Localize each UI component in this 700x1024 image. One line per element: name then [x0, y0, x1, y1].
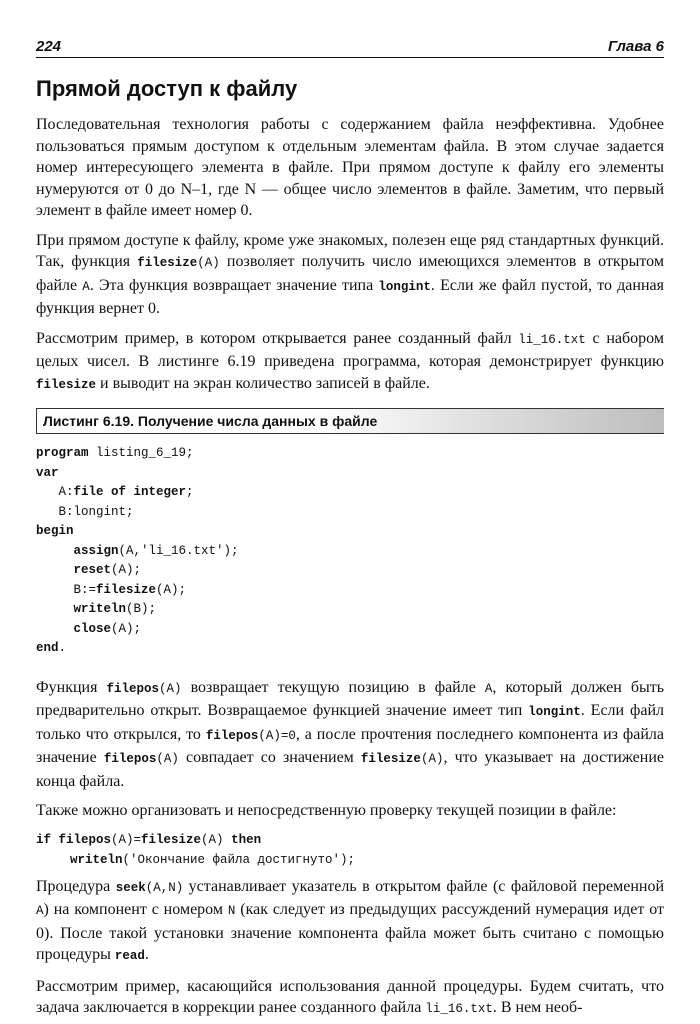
- section-title: Прямой доступ к файлу: [36, 76, 298, 101]
- code-line: reset(A);: [73, 563, 142, 577]
- code-listing: [36, 444, 664, 659]
- code-line: if filepos(A)=filesize(A) then: [36, 832, 262, 847]
- code-line: B:=filesize(A);: [36, 582, 187, 597]
- paragraph-seek: Процедура seek(A,N) устанавливает указатель в открытом файле (с файловой переменной A) на компонент с номером N (как следует из предыдущих рассуждений нумерация идет от 0). После такой установки значение компонента файла может быть считано с помощью процедуры read.: [36, 877, 665, 963]
- paragraph-intro: Последовательная технология работы с содержанием файла неэффективна. Удобнее пользоваться прямым доступом к отдельным элементам файла. В этом случае задается номер интересующего элемента в файле. При прямом доступе к файлу его элементы нумеруются от 0 до N–1, где N — общее число элементов в файле. Заметим, что первый элемент в файле имеет номер 0.: [36, 116, 664, 219]
- chapter-label: Глава 6: [607, 38, 664, 55]
- paragraph-functions: При прямом доступе к файлу, кроме уже знакомых, полезен еще ряд стандартных функций. Так, функция filesize(A) позволяет получить число имеющихся элементов в открытом файле A. Эта функция возвращает значение типа longint. Если же файл пустой, то данная функция вернет 0.: [36, 231, 664, 317]
- code-line: assign(A,'li_16.txt');: [73, 543, 239, 558]
- paragraph-example: Рассмотрим пример, в котором открывается ранее созданный файл li_16.txt с набором целых чисел. В листинге 6.19 приведена программа, которая демонстрирует функцию filesize и выводит на экран количество записей в файле.: [36, 329, 664, 392]
- code-line: B:longint;: [36, 504, 134, 519]
- code-line: A:file of integer;: [36, 485, 194, 499]
- paragraph-filepos: Функция filepos(A) возвращает текущую позицию в файле A, который должен быть предварительно открыт. Возвращаемое функцией значение имеет тип longint. Если файл только что открылся, то filepos(A)=0, а после прочтения последнего компонента из файла значение filepos(A) совпадает со значением filesize(A), что указывает на достижение конца файла.: [36, 678, 664, 790]
- listing-caption: Листинг 6.19. Получение числа данных в файле: [36, 408, 664, 434]
- paragraph-check-position: Также можно организовать и непосредственную проверку текущей позиции в файле:: [36, 802, 617, 819]
- paragraph-example-2: Рассмотрим пример, касающийся использования данной процедуры. Будем считать, что задача заключается в коррекции ранее созданного файла li_16.txt. В нем необ-: [36, 977, 664, 1016]
- code-line: writeln('Окончание файла достигнуто');: [70, 852, 356, 867]
- code-line: begin: [36, 524, 74, 538]
- code-line: close(A);: [73, 621, 142, 636]
- running-header: [36, 38, 664, 58]
- code-line: var: [36, 465, 59, 480]
- code-snippet-check: [36, 830, 664, 870]
- code-line: program listing_6_19;: [36, 446, 194, 460]
- code-line: writeln(B);: [73, 602, 157, 616]
- page-number: 224: [36, 38, 62, 55]
- code-line: end.: [36, 641, 67, 655]
